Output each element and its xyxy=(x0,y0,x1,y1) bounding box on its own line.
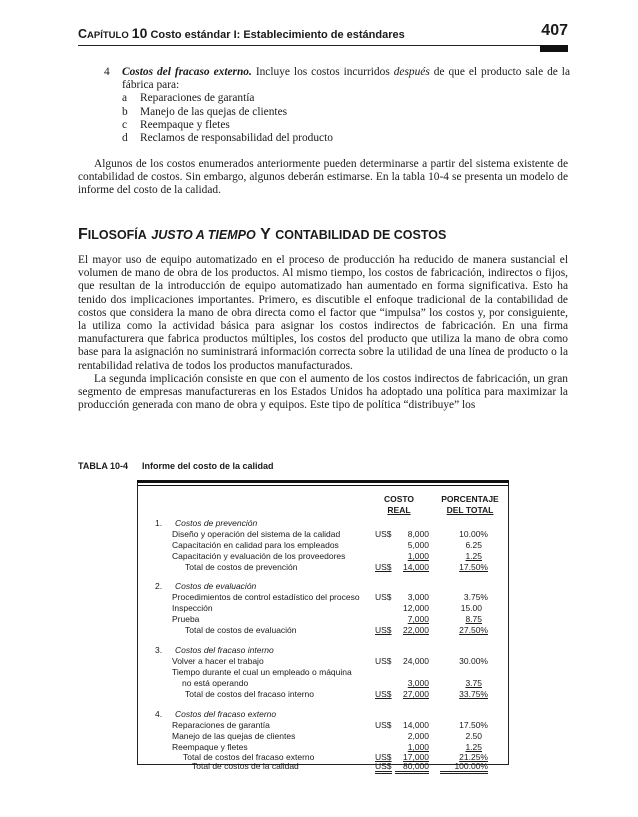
table-row-label: Procedimientos de control estadístico del proceso xyxy=(172,592,360,602)
currency: US$ xyxy=(375,762,392,774)
pct-value: 15.00 xyxy=(460,603,482,613)
table-row-label: Diseño y operación del sistema de la calidad xyxy=(172,529,341,539)
cost-value: 14,000 xyxy=(403,720,429,730)
section-number: 4. xyxy=(155,709,163,719)
pct-value: 3.75% xyxy=(463,592,488,602)
section-title: Costos de prevención xyxy=(175,518,258,528)
header-rule-tab xyxy=(540,45,568,52)
table-label: TABLA 10-4 xyxy=(78,461,129,471)
pct-value: 8.75 xyxy=(465,614,482,624)
currency: US$ xyxy=(375,625,392,635)
pct-value: 10.00% xyxy=(459,529,488,539)
pct-value: 1.25 xyxy=(465,742,482,752)
chapter-heading: CAPÍTULO 10 Costo estándar I: Establecimiento de estándares xyxy=(78,25,405,41)
cost-value: 2,000 xyxy=(407,731,429,741)
total-label: Total de costos del fracaso externo xyxy=(183,752,315,762)
table-row-label: no está operando xyxy=(182,678,249,688)
table-title: Informe del costo de la calidad xyxy=(142,461,274,471)
table-row-label: Capacitación en calidad para los empleados xyxy=(172,540,339,550)
section-title: Costos de evaluación xyxy=(175,581,257,591)
table-row-label: Volver a hacer el trabajo xyxy=(172,656,264,666)
cost-value: 14,000 xyxy=(403,562,429,572)
section-number: 2. xyxy=(155,581,163,591)
subitem-list xyxy=(122,92,570,145)
cost-value: 1,000 xyxy=(407,551,429,561)
pct-value: 2.50 xyxy=(465,731,482,741)
col-header-pct: PORCENTAJE xyxy=(441,494,499,504)
item-number: 4 xyxy=(104,66,110,78)
cost-value: 27,000 xyxy=(403,689,429,699)
body-paragraph: Algunos de los costos enumerados anteriormente pueden determinarse a partir del sistema existente de contabilidad de costos. Sin embargo, algunos deberán estimarse. En la tabla 10-4 se presenta un modelo de informe del costo de la calidad. xyxy=(78,158,568,197)
currency: US$ xyxy=(375,689,392,699)
pct-value: 3.75 xyxy=(465,678,482,688)
cost-value: 8,000 xyxy=(407,529,429,539)
pct-value: 6.25 xyxy=(465,540,482,550)
cost-value: 24,000 xyxy=(403,656,429,666)
list-item: a Reparaciones de garantía xyxy=(122,92,255,105)
list-item: c Reempaque y fletes xyxy=(122,118,230,131)
section-heading: FILOSOFÍA JUSTO A TIEMPO Y CONTABILIDAD DE COSTOS xyxy=(78,226,447,243)
table-row-label: Reparaciones de garantía xyxy=(172,720,270,730)
table-row-label: Capacitación y evaluación de los proveedores xyxy=(172,551,346,561)
page-number: 407 xyxy=(541,22,568,39)
cost-value: 3,000 xyxy=(407,592,429,602)
body-paragraph: La segunda implicación consiste en que con el aumento de los costos indirectos de fabricación, un gran segmento de empresas manufactureras en los Estados Unidos ha adoptado una política para maximizar la producción generada con mano de obra y equipos. Este tipo de política “distribuye” los xyxy=(78,372,568,412)
table-row-label: Tiempo durante el cual un empleado o máquina xyxy=(172,667,352,677)
pct-value: 33.75% xyxy=(459,689,488,699)
section-number: 1. xyxy=(155,518,163,528)
body-paragraph: El mayor uso de equipo automatizado en el proceso de producción ha reducido de manera sustancial el volumen de mano de obra de los productos. Al mismo tiempo, los costos de fabricación, indirectos o fijos, que resultan de la introducción de equipo automatizado han aumentado en forma significativa. Esto ha tenido dos implicaciones importantes. Primero, es discutible el enfoque tradicional de la contabilidad de costos que considera la mano de obra directa como el factor que “impulsa” los costos y, por consiguiente, la utiliza como la actividad básica para asignar los costos indirectos de fabricación. En una firma manufacturera que fabrica productos múltiples, los costos del producto que utiliza la mano de obra como base para la asignación no suministrará información correcta sobre la utilidad de una línea de producto o la rentabilidad relativa de todos los productos manufacturados. xyxy=(78,254,568,372)
chapter-title: Costo estándar I: Establecimiento de estándares xyxy=(150,29,405,41)
col-header-cost-2: REAL xyxy=(387,505,411,515)
table-row-label: Manejo de las quejas de clientes xyxy=(172,731,296,741)
table-top-rule xyxy=(137,480,509,483)
cost-value: 1,000 xyxy=(407,742,429,752)
pct-value: 27.50% xyxy=(459,625,488,635)
currency: US$ xyxy=(375,592,392,602)
table-caption xyxy=(78,461,274,471)
grand-total-pct: 100.00% xyxy=(440,762,488,774)
list-item: b Manejo de las quejas de clientes xyxy=(122,105,288,118)
cost-value: 22,000 xyxy=(403,625,429,635)
cost-value: 12,000 xyxy=(403,603,429,613)
total-label: Total de costos de evaluación xyxy=(185,625,297,635)
table-row-label: Reempaque y fletes xyxy=(172,742,248,752)
cost-value: 3,000 xyxy=(407,678,429,688)
currency: US$ xyxy=(375,656,392,666)
running-header xyxy=(78,22,568,44)
pct-value: 1.25 xyxy=(465,551,482,561)
cost-value: 7,000 xyxy=(407,614,429,624)
section-number: 3. xyxy=(155,645,163,655)
currency: US$ xyxy=(375,752,392,762)
section-title: Costos del fracaso interno xyxy=(175,645,274,655)
header-rule xyxy=(78,45,568,46)
pct-value: 17.50% xyxy=(459,720,488,730)
table-row-label: Inspección xyxy=(172,603,213,613)
col-header-pct-2: DEL TOTAL xyxy=(446,505,494,515)
grand-total-cost: 80,000 xyxy=(395,762,429,774)
item-title: Costos del fracaso externo. xyxy=(122,66,252,78)
grand-total-label: Total de costos de la calidad xyxy=(192,761,299,771)
cost-value: 5,000 xyxy=(407,540,429,550)
pct-value: 17.50% xyxy=(459,562,488,572)
cost-category-item xyxy=(104,66,570,145)
section-title: Costos del fracaso externo xyxy=(175,709,277,719)
pct-value: 30.00% xyxy=(459,656,488,666)
total-label: Total de costos del fracaso interno xyxy=(185,689,314,699)
currency: US$ xyxy=(375,720,392,730)
pct-value: 21.25% xyxy=(459,752,488,762)
chapter-number: 10 xyxy=(131,25,148,41)
cost-value: 17,000 xyxy=(403,752,429,762)
total-label: Total de costos de prevención xyxy=(185,562,298,572)
table-top-rule-thin xyxy=(137,485,509,486)
section-body xyxy=(78,254,568,412)
table-row-label: Prueba xyxy=(172,614,200,624)
item-text: Costos del fracaso externo. Incluye los costos incurridos después de que el producto sale de la fábrica para: xyxy=(122,66,570,92)
currency: US$ xyxy=(375,529,392,539)
currency: US$ xyxy=(375,562,392,572)
col-header-cost: COSTO xyxy=(383,494,415,504)
list-item: d Reclamos de responsabilidad del producto xyxy=(122,132,333,145)
